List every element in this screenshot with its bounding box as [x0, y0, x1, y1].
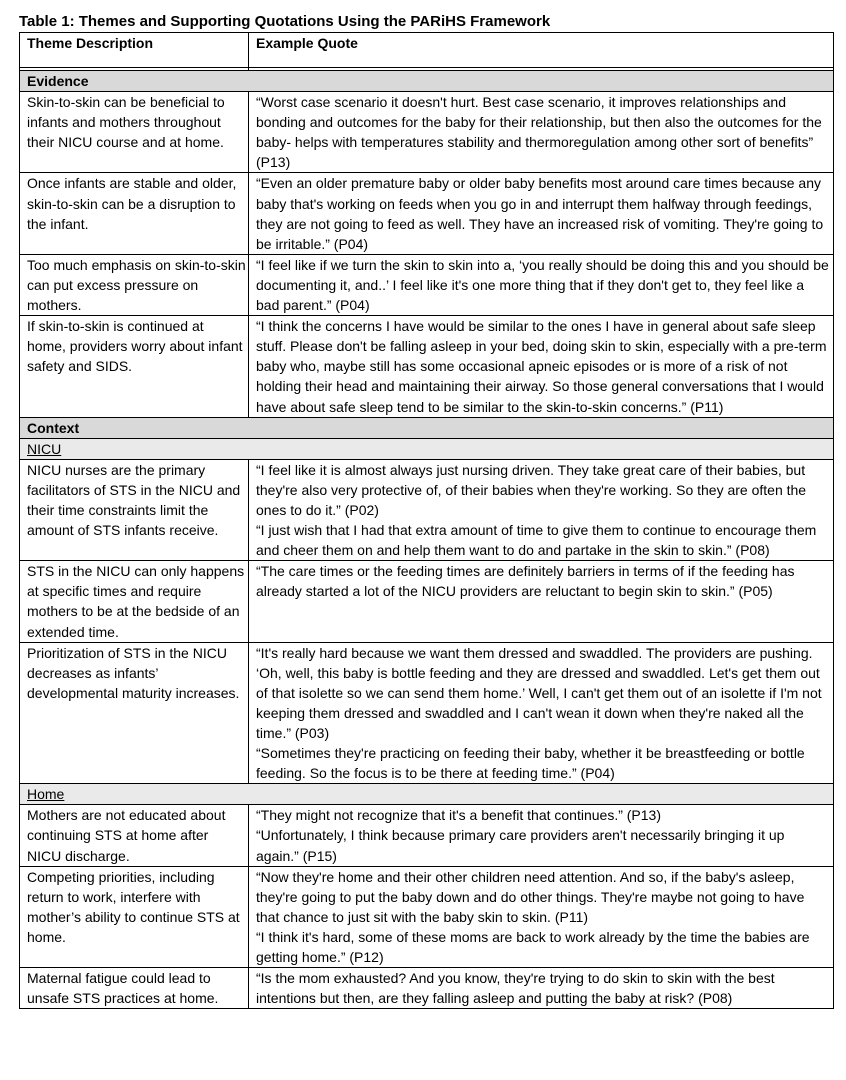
- table-row: [20, 561, 834, 642]
- quote-text: “I feel like if we turn the skin to skin into a, ‘you really should be doing this and you should be documenting it, and..’ I feel like it's one more thing that if they don't get to, they feel like a bad parent.” (P04): [256, 256, 829, 314]
- quote-text: “Unfortunately, I think because primary care providers aren't necessarily bringing it up again.” (P15): [256, 827, 785, 864]
- quote-text: “Even an older premature baby or older baby benefits most around care times because any baby that's working on feeds when you go in and interrupt them halfway through feedings, they are not going to feed as well. They have an increased risk of vomiting. They're going to be irritable.” (P04): [256, 175, 824, 252]
- theme-cell: Mothers are not educated about continuing STS at home after NICU discharge.: [20, 805, 249, 866]
- theme-cell: Maternal fatigue could lead to unsafe STS practices at home.: [20, 968, 249, 1009]
- subsection-title: Home: [20, 784, 834, 805]
- table-row: [20, 316, 834, 417]
- theme-cell: NICU nurses are the primary facilitators of STS in the NICU and their time constraints limit the amount of STS infants receive.: [20, 459, 249, 560]
- table-row: [20, 92, 834, 173]
- table-row: [20, 805, 834, 866]
- section-title: Context: [20, 417, 834, 438]
- quote-cell: [249, 459, 834, 560]
- quote-text: “It's really hard because we want them dressed and swaddled. The providers are pushing. ‘Oh, well, this baby is bottle feeding and they are dressed and swaddled. Let's get them out of that isolette so we can send them home.’ Well, I can't get them out of an isolette if I'm not keeping them dressed and swaddled and I can't wean it down when they're naked all the time.” (P03): [256, 644, 822, 741]
- theme-cell: If skin-to-skin is continued at home, providers worry about infant safety and SIDS.: [20, 316, 249, 417]
- quote-cell: [249, 866, 834, 967]
- themes-table: [19, 32, 834, 1009]
- theme-cell: STS in the NICU can only happens at specific times and require mothers to be at the bedside of an extended time.: [20, 561, 249, 642]
- quote-cell: [249, 642, 834, 784]
- quote-text: “They might not recognize that it's a benefit that continues.” (P13): [256, 807, 661, 824]
- quote-cell: [249, 173, 834, 254]
- table-row: [20, 459, 834, 560]
- quote-text: “I think it's hard, some of these moms are back to work already by the time the babies are getting home.” (P12): [256, 928, 810, 966]
- theme-cell: Prioritization of STS in the NICU decreases as infants’ developmental maturity increases.: [20, 642, 249, 784]
- subsection-row-home: [20, 784, 834, 805]
- subsection-title: NICU: [20, 438, 834, 459]
- table-row: [20, 866, 834, 967]
- quote-text: “I think the concerns I have would be similar to the ones I have in general about safe sleep stuff. Please don't be falling asleep in your bed, doing skin to skin, especially with a pre-term baby who, maybe still has some occasional apneic episodes or is more of a risk of not holding their head and maintaining their airway. So those general conversations that I would have about safe sleep tend to be similar to the skin-to-skin concerns.” (P11): [256, 318, 827, 415]
- theme-cell: Once infants are stable and older, skin-to-skin can be a disruption to the infant.: [20, 173, 249, 254]
- quote-cell: [249, 254, 834, 315]
- quote-cell: [249, 561, 834, 642]
- quote-cell: [249, 968, 834, 1009]
- section-row-context: [20, 417, 834, 438]
- table-row: [20, 254, 834, 315]
- theme-cell: Skin-to-skin can be beneficial to infants and mothers throughout their NICU course and at home.: [20, 92, 249, 173]
- quote-cell: [249, 316, 834, 417]
- theme-column-header: Theme Description: [20, 33, 249, 68]
- theme-cell: Competing priorities, including return to work, interfere with mother’s ability to continue STS at home.: [20, 866, 249, 967]
- quote-text: “Worst case scenario it doesn't hurt. Best case scenario, it improves relationships and bonding and outcomes for the baby for their relationship, but then also the outcomes for the baby- helps with temperatures stability and thermoregulation among other sort of benefits” (P13): [256, 94, 822, 171]
- table-row: [20, 968, 834, 1009]
- quote-text: “The care times or the feeding times are definitely barriers in terms of if the feeding has already started a lot of the NICU providers are reluctant to begin skin to skin.” (P05): [256, 563, 795, 600]
- theme-cell: Too much emphasis on skin-to-skin can put excess pressure on mothers.: [20, 254, 249, 315]
- quote-text: “Now they're home and their other children need attention. And so, if the baby's asleep, they're going to put the baby down and do other things. They're maybe not going to have that chance to just sit with the baby skin to skin. (P11): [256, 868, 805, 925]
- quote-column-header: Example Quote: [249, 33, 834, 68]
- quote-text: “I feel like it is almost always just nursing driven. They take great care of their babies, but they're also very protective of, of their babies when they're working. So they are often the ones to do it.” (P02): [256, 461, 807, 518]
- table-row: [20, 173, 834, 254]
- subsection-row-nicu: [20, 438, 834, 459]
- quote-text: “I just wish that I had that extra amount of time to give them to continue to encourage them and cheer them on and help them want to do and partake in the skin to skin.” (P08): [256, 522, 817, 559]
- quote-cell: [249, 805, 834, 866]
- quote-cell: [249, 92, 834, 173]
- header-row: [20, 33, 834, 68]
- quote-text: “Sometimes they're practicing on feeding their baby, whether it be breastfeeding or bottle feeding. So the focus is to be there at feeding time.” (P04): [256, 745, 805, 782]
- section-title: Evidence: [20, 71, 834, 92]
- table-caption: Table 1: Themes and Supporting Quotations Using the PARiHS Framework: [19, 13, 551, 30]
- table-row: [20, 642, 834, 784]
- section-row-evidence: [20, 71, 834, 92]
- quote-text: “Is the mom exhausted? And you know, they're trying to do skin to skin with the best intentions but then, are they falling asleep and putting the baby at risk? (P08): [256, 970, 775, 1007]
